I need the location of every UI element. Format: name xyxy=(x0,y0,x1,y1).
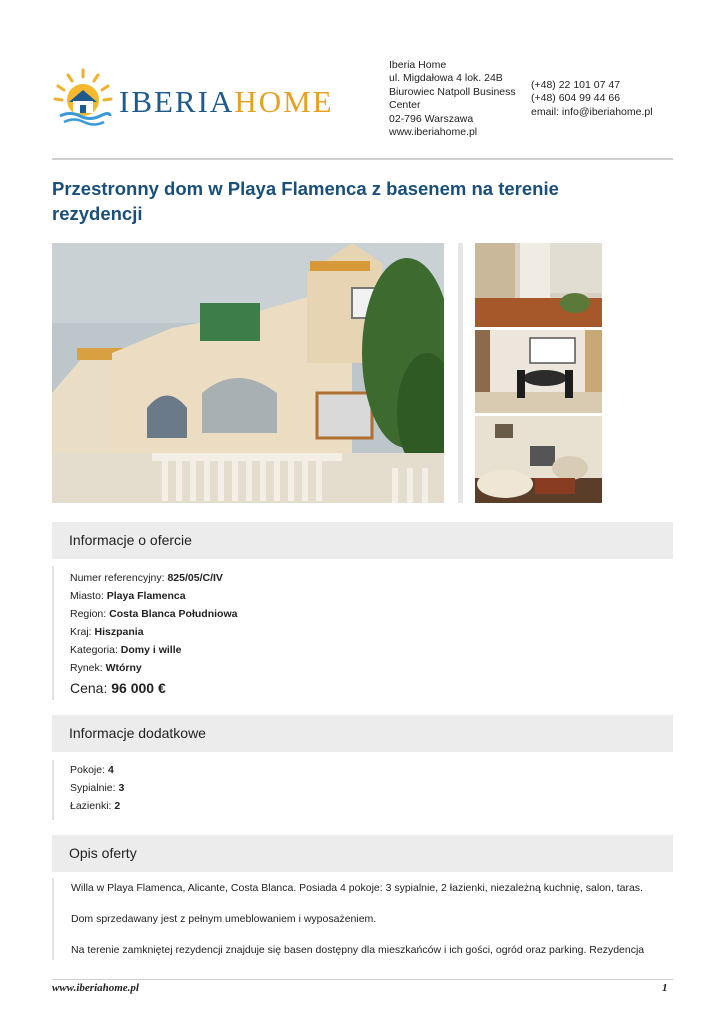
offer-row-country: Kraj: Hiszpania xyxy=(70,626,144,638)
company-name: Iberia Home xyxy=(389,59,447,71)
description-paragraph: Dom sprzedawany jest z pełnym umeblowaniem i wyposażeniem. xyxy=(71,913,377,925)
phone-number[interactable]: (+48) 22 101 07 47 xyxy=(531,79,621,91)
listing-title: Przestronny dom w Playa Flamenca z basenem na terenie rezydencji xyxy=(52,178,559,224)
company-address xyxy=(389,59,529,139)
description-section xyxy=(52,878,673,960)
section-heading: Opis oferty xyxy=(69,845,137,861)
description-paragraph: Na terenie zamkniętej rezydencji znajduje się basen dostępny dla mieszkańców i ich gości, ogród oraz parking. Rezydencja xyxy=(71,944,645,956)
gallery-divider xyxy=(458,243,463,503)
address-line: ul. Migdałowa 4 lok. 24B xyxy=(389,72,503,85)
offer-row-region: Region: Costa Blanca Południowa xyxy=(70,608,238,620)
email-link[interactable]: email: info@iberiahome.pl xyxy=(531,105,653,118)
offer-row-city: Miasto: Playa Flamenca xyxy=(70,590,186,602)
header-divider xyxy=(52,158,673,160)
logo-wordmark: IBERIAHOME xyxy=(119,84,334,119)
section-heading: Informacje dodatkowe xyxy=(69,725,206,741)
sun-house-icon xyxy=(52,66,114,126)
main-photo[interactable] xyxy=(52,243,444,503)
description-paragraph: Willa w Playa Flamenca, Alicante, Costa Blanca. Posiada 4 pokoje: 3 sypialnie, 2 łazienki, niezależną kuchnię, salon, taras. xyxy=(71,882,643,894)
gallery-thumbnail[interactable] xyxy=(475,416,602,503)
website-link[interactable]: www.iberiahome.pl xyxy=(389,126,478,139)
description-header xyxy=(52,835,673,872)
section-heading: Informacje o ofercie xyxy=(69,532,192,548)
phone-number[interactable]: (+48) 604 99 44 66 xyxy=(531,92,621,105)
footer-divider xyxy=(52,979,673,980)
info-row-bathrooms: Łazienki: 2 xyxy=(70,800,121,812)
offer-row-reference: Numer referencyjny: 825/05/C/IV xyxy=(70,572,223,584)
offer-row-market: Rynek: Wtórny xyxy=(70,662,142,674)
footer-website[interactable]: www.iberiahome.pl xyxy=(52,982,139,994)
info-row-bedrooms: Sypialnie: 3 xyxy=(70,782,125,794)
address-line: Biurowiec Natpoll Business xyxy=(389,85,516,98)
address-line: Center xyxy=(389,99,421,112)
offer-price: Cena: 96 000 € xyxy=(70,680,166,696)
offer-info-section xyxy=(52,566,673,700)
gallery-thumbnail[interactable] xyxy=(475,243,602,327)
company-logo xyxy=(52,66,352,126)
gallery-thumbnail[interactable] xyxy=(475,330,602,413)
page-number: 1 xyxy=(662,982,668,994)
address-line: 02-796 Warszawa xyxy=(389,112,474,125)
info-row-rooms: Pokoje: 4 xyxy=(70,764,114,776)
offer-row-category: Kategoria: Domy i wille xyxy=(70,644,182,656)
additional-info-section xyxy=(52,760,673,820)
offer-info-header xyxy=(52,522,673,559)
additional-info-header xyxy=(52,715,673,752)
company-contact xyxy=(531,79,681,119)
